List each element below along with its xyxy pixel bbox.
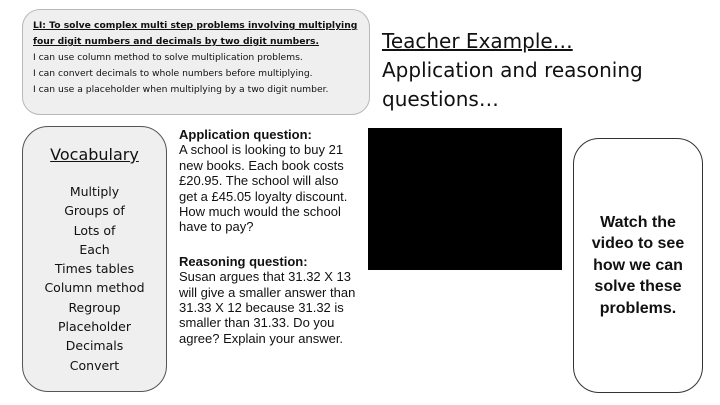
- watch-video-note-text: Watch the video to see how we can solve these problems.: [591, 213, 685, 317]
- vocabulary-item: Placeholder: [57, 319, 132, 335]
- video-player[interactable]: [368, 128, 562, 270]
- reasoning-question: [179, 254, 357, 346]
- vocabulary-item: Regroup: [68, 299, 121, 315]
- application-question-body: A school is looking to buy 21 new books. Each book costs £20.95. The school will also get a £45.05 loyalty discount. How much would the school have to pay?: [179, 142, 348, 235]
- vocabulary-item: Decimals: [65, 338, 124, 354]
- vocabulary-item: Column method: [44, 280, 145, 296]
- questions-column: [179, 127, 357, 365]
- application-question: [179, 127, 357, 235]
- vocabulary-item: Multiply: [69, 184, 120, 199]
- vocabulary-item: Convert: [69, 357, 120, 373]
- teacher-example-subtitle-line-2: questions…: [382, 87, 499, 111]
- success-criterion-2: I can convert decimals to whole numbers before multiplying.: [33, 68, 313, 79]
- learning-intention-box: [22, 9, 370, 115]
- learning-intention-title-line-1: LI: To solve complex multi step problems involving multiplying: [33, 20, 358, 31]
- watch-video-note: [573, 138, 703, 393]
- learning-intention-title-line-2: four digit numbers and decimals by two digit numbers.: [33, 36, 319, 47]
- success-criterion-3: I can use a placeholder when multiplying by a two digit number.: [33, 84, 329, 95]
- vocabulary-item: Times tables: [54, 261, 135, 277]
- vocabulary-item: Groups of: [64, 203, 125, 219]
- reasoning-question-heading: Reasoning question:: [179, 253, 308, 269]
- teacher-example-heading: [382, 27, 702, 114]
- success-criterion-1: I can use column method to solve multiplication problems.: [33, 52, 303, 63]
- vocabulary-list: [23, 182, 166, 375]
- vocabulary-title: Vocabulary: [50, 145, 139, 164]
- teacher-example-title: Teacher Example…: [382, 29, 573, 53]
- vocabulary-item: Each: [79, 241, 110, 257]
- reasoning-question-body: Susan argues that 31.32 X 13 will give a smaller answer than 31.33 X 12 because 31.32 is smaller than 31.33. Do you agree? Explain your answer.: [179, 269, 356, 346]
- vocabulary-item: Lots of: [73, 222, 116, 238]
- application-question-heading: Application question:: [179, 127, 312, 142]
- teacher-example-subtitle-line-1: Application and reasoning: [382, 58, 643, 82]
- vocabulary-box: [22, 126, 167, 392]
